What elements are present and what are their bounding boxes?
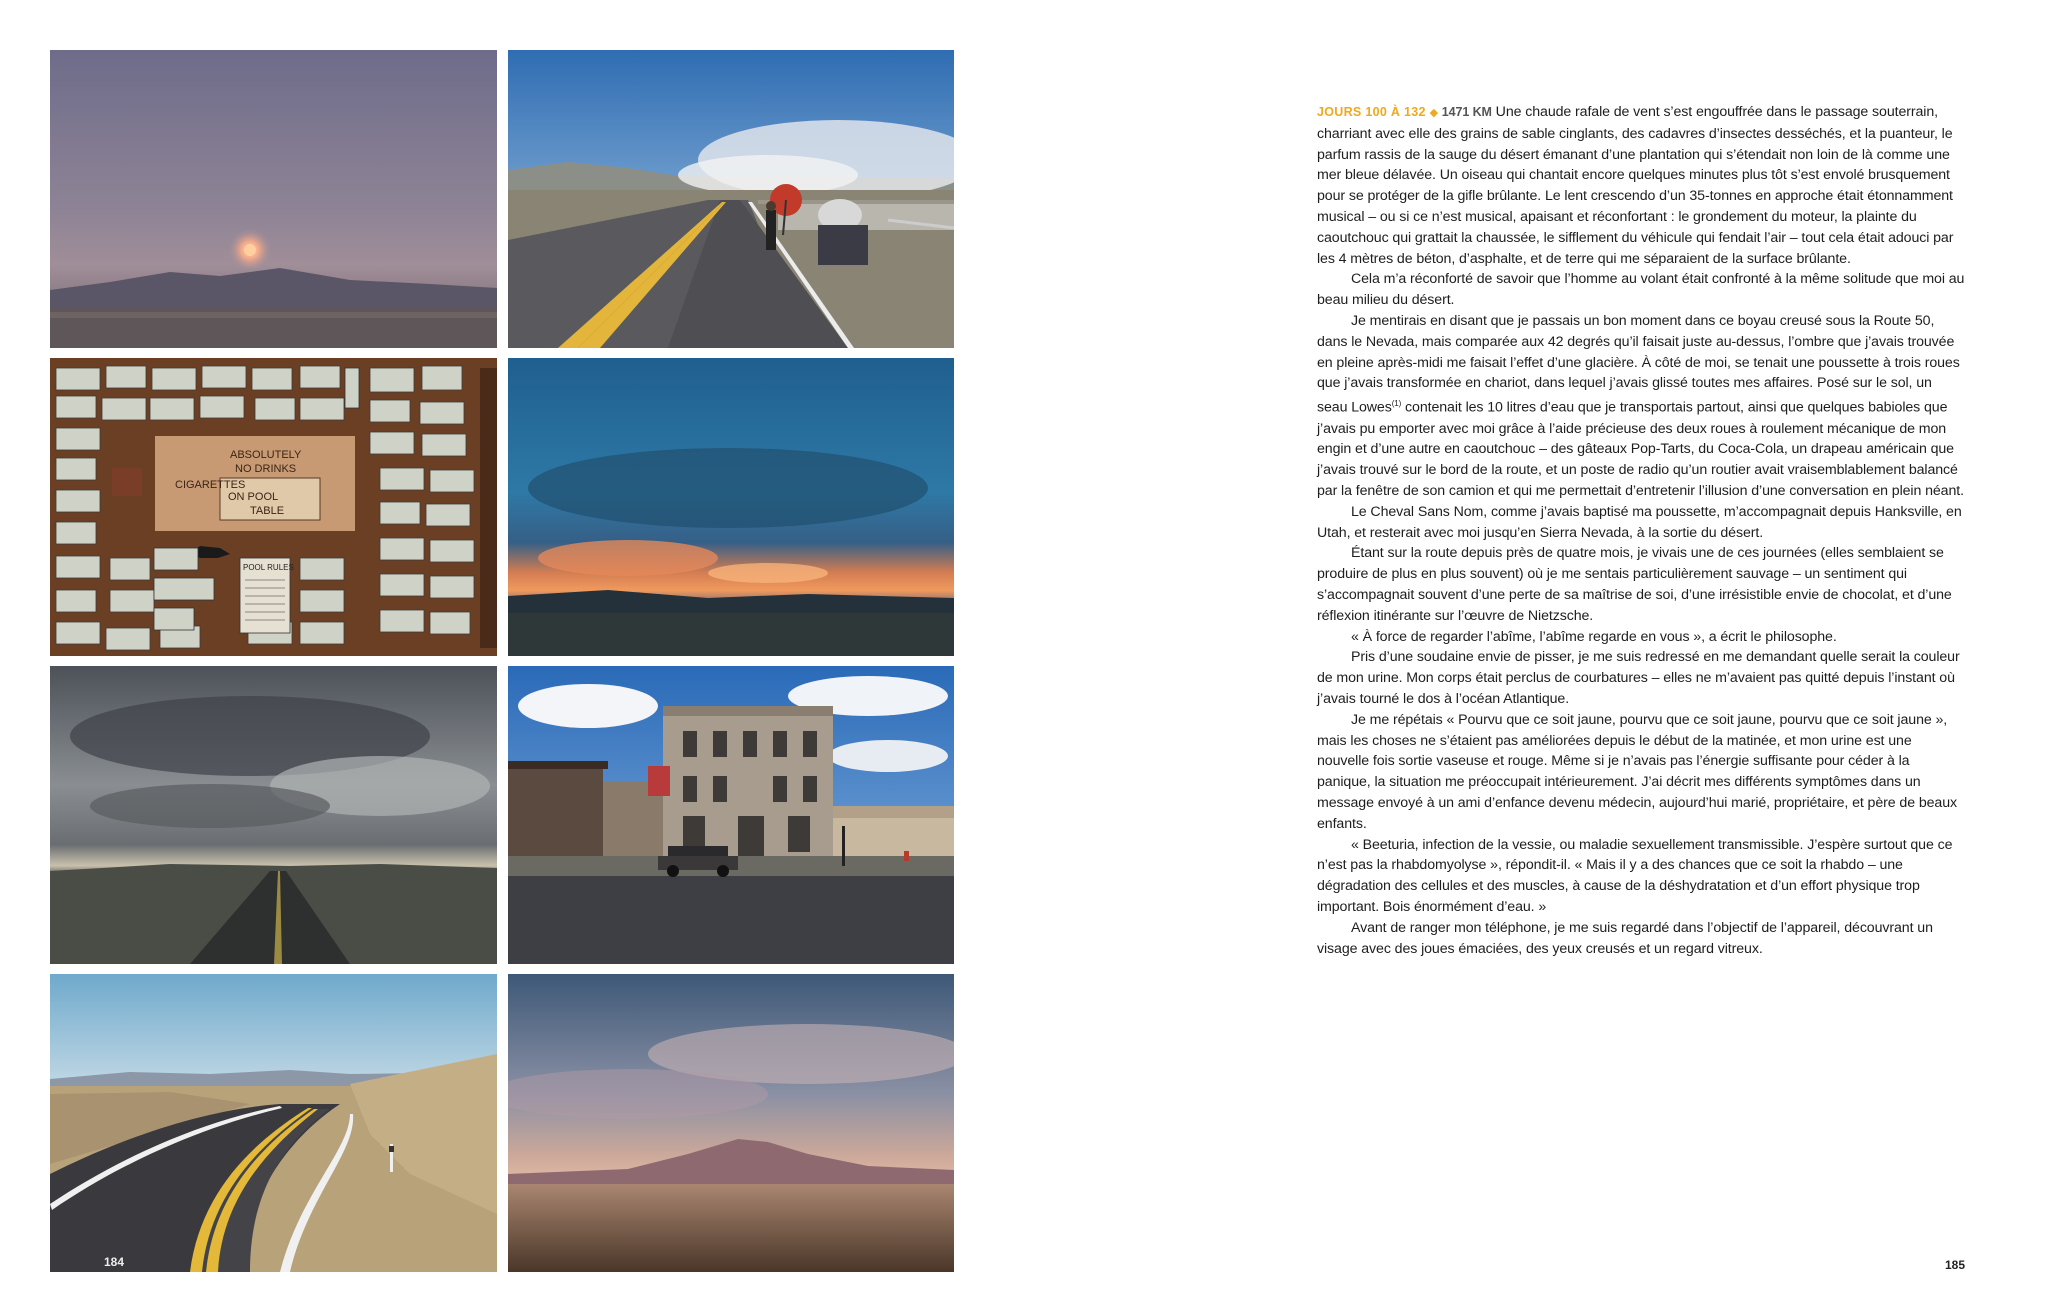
photo-curving-road xyxy=(50,974,497,1272)
footnote-marker: (1) xyxy=(1391,399,1402,409)
bar-sign-line1: ABSOLUTELY xyxy=(230,449,302,461)
bar-sign-line2: NO DRINKS xyxy=(235,463,297,475)
page-number-right: 185 xyxy=(1945,1258,1966,1272)
article-text xyxy=(1317,102,1965,959)
pool-rules-sign: POOL RULES xyxy=(243,563,294,572)
distance-label: 1471 KM xyxy=(1441,105,1492,119)
paragraph-3-text-b: contenait les 10 litres d’eau que je transportais partout, ainsi que quelques babioles que j’avais pu emporter avec moi grâce à l’aide précieuse des deux roues à roulement mécanique de mon engin et d’une autre en caoutchouc – des gâteaux Pop-Tarts, du Coca-Cola, un drapeau américain que j’avais trouvé sur le bord de la route, et un poste de radio qu’un routier avait vraisemblablement balancé par la fenêtre de son camion et qui me permettait d’entretenir l’illusion d’une conversation en plein néant. xyxy=(1317,399,1964,500)
photo-storm-sky-sunset-image xyxy=(508,358,954,656)
photo-stone-building-image xyxy=(508,666,954,964)
diamond-icon: ◆ xyxy=(1429,107,1438,119)
photo-cloudy-highway xyxy=(50,666,497,964)
photo-mountain-plain-dusk-image xyxy=(508,974,954,1272)
paragraph-7: Pris d’une soudaine envie de pisser, je me suis redressé en me demandant quelle serait la couleur de mon urine. Mon corps était perclus de courbatures – elles ne m’avaient pas quitté depuis l’instant où j’avais tourné le dos à l’océan Atlantique. xyxy=(1317,649,1960,708)
chapter-days-label: JOURS 100 À 132 xyxy=(1317,105,1426,119)
bar-sign-line5: TABLE xyxy=(250,505,285,517)
paragraph-4: Le Cheval Sans Nom, comme j’avais baptisé ma poussette, m’accompagnait depuis Hanksville, en Utah, et resterait avec moi jusqu’en Sierra Nevada, à la sortie du désert. xyxy=(1317,503,1962,541)
paragraph-5: Étant sur la route depuis près de quatre mois, je vivais une de ces journées (elles semblaient se produire de plus en plus souvent) où je me sentais particulièrement sauvage – un sentiment qui s’accompagnait souvent d’une perte de sa maîtrise de soi, d’une irrésistible envie de chocolat, et d’une réflexion itinérante sur l’œuvre de Nietzsche. xyxy=(1317,545,1952,624)
photo-curving-road-image xyxy=(50,974,497,1272)
bar-sign-line4: ON POOL xyxy=(228,491,279,503)
photo-dollar-bills-wall xyxy=(50,358,497,656)
photo-mountain-plain-dusk xyxy=(508,974,954,1272)
paragraph-3 xyxy=(1317,311,1965,502)
photo-storm-sky-sunset xyxy=(508,358,954,656)
photo-cloudy-highway-image xyxy=(50,666,497,964)
paragraph-8: Je me répétais « Pourvu que ce soit jaune, pourvu que ce soit jaune, pourvu que ce soit jaune », mais les choses ne s’étaient pas améliorées depuis le début de la matinée, et mon urine est une nouvelle fois sortie vaseuse et rouge. Même si je n’avais pas l’énergie suffisante pour céder à la panique, la situation me préoccupait intérieurement. J’ai décrit mes différents symptômes dans un message envoyé à un ami d’enfance devenu médecin, aujourd’hui marié, propriétaire, et père de beaux enfants. xyxy=(1317,711,1957,832)
bar-sign-line3: CIGARETTES xyxy=(175,479,246,491)
paragraph-1-text: Une chaude rafale de vent s’est engouffrée dans le passage souterrain, charriant avec elle des grains de sable cinglants, des cadavres d’insectes desséchés, et la puanteur, le parfum rassis de la sauge du désert émanant d’une plantation qui s’étendait non loin de là comme une mer bleue délavée. Un oiseau qui chantait encore quelques minutes plus tôt s’est envolé brusquement pour se protéger de la gifle brûlante. Le lent crescendo d’un 35-tonnes en approche était étonnamment musical – ou si ce n’est musical, apaisant et réconfortant : le grondement du moteur, la plainte du caoutchouc qui grattait la chaussée, le sifflement du véhicule qui fendait l’air – tout cela était adouci par les 4 mètres de béton, d’asphalte, et de terre qui me séparaient de la surface brûlante. xyxy=(1317,104,1954,267)
page-number-left: 184 xyxy=(104,1255,125,1269)
photo-road-with-chariot xyxy=(508,50,954,348)
paragraph-10: Avant de ranger mon téléphone, je me suis regardé dans l’objectif de l’appareil, découvrant un visage avec des joues émaciées, des yeux creusés et un regard vitreux. xyxy=(1317,919,1933,957)
photo-road-with-chariot-image xyxy=(508,50,954,348)
photo-desert-sunset-haze xyxy=(50,50,497,348)
paragraph-2: Cela m’a réconforté de savoir que l’homme au volant était confronté à la même solitude que moi au beau milieu du désert. xyxy=(1317,271,1965,309)
paragraph-9: « Beeturia, infection de la vessie, ou maladie sexuellement transmissible. J’espère surtout que ce n’est pas la rhabdomyolyse », répondit-il. « Mais il y a des chances que ce soit la rhabdo – une dégradation des cellules et des muscles, à cause de la déshydratation et d’un effort physique trop important. Bois énormément d’eau. » xyxy=(1317,836,1953,916)
photo-desert-sunset-haze-image xyxy=(50,50,497,348)
paragraph-3-text-a: Je mentirais en disant que je passais un bon moment dans ce boyau creusé sous la Route 50, dans le Nevada, mais comparée aux 42 degrés qu’il faisait juste au-dessus, l’ombre que j’avais trouvée en pleine après-midi me faisait l’effet d’une glacière. À côté de moi, se tenait une poussette à trois roues que j’avais transformée en chariot, dans lequel j’avais glissé toutes mes affaires. Posé sur le sol, un seau Lowes xyxy=(1317,312,1960,416)
paragraph-6: « À force de regarder l’abîme, l’abîme regarde en vous », a écrit le philosophe. xyxy=(1351,628,1837,645)
photo-dollar-bills-wall-image xyxy=(50,358,497,656)
photo-stone-building xyxy=(508,666,954,964)
paragraph-1 xyxy=(1317,102,1965,269)
